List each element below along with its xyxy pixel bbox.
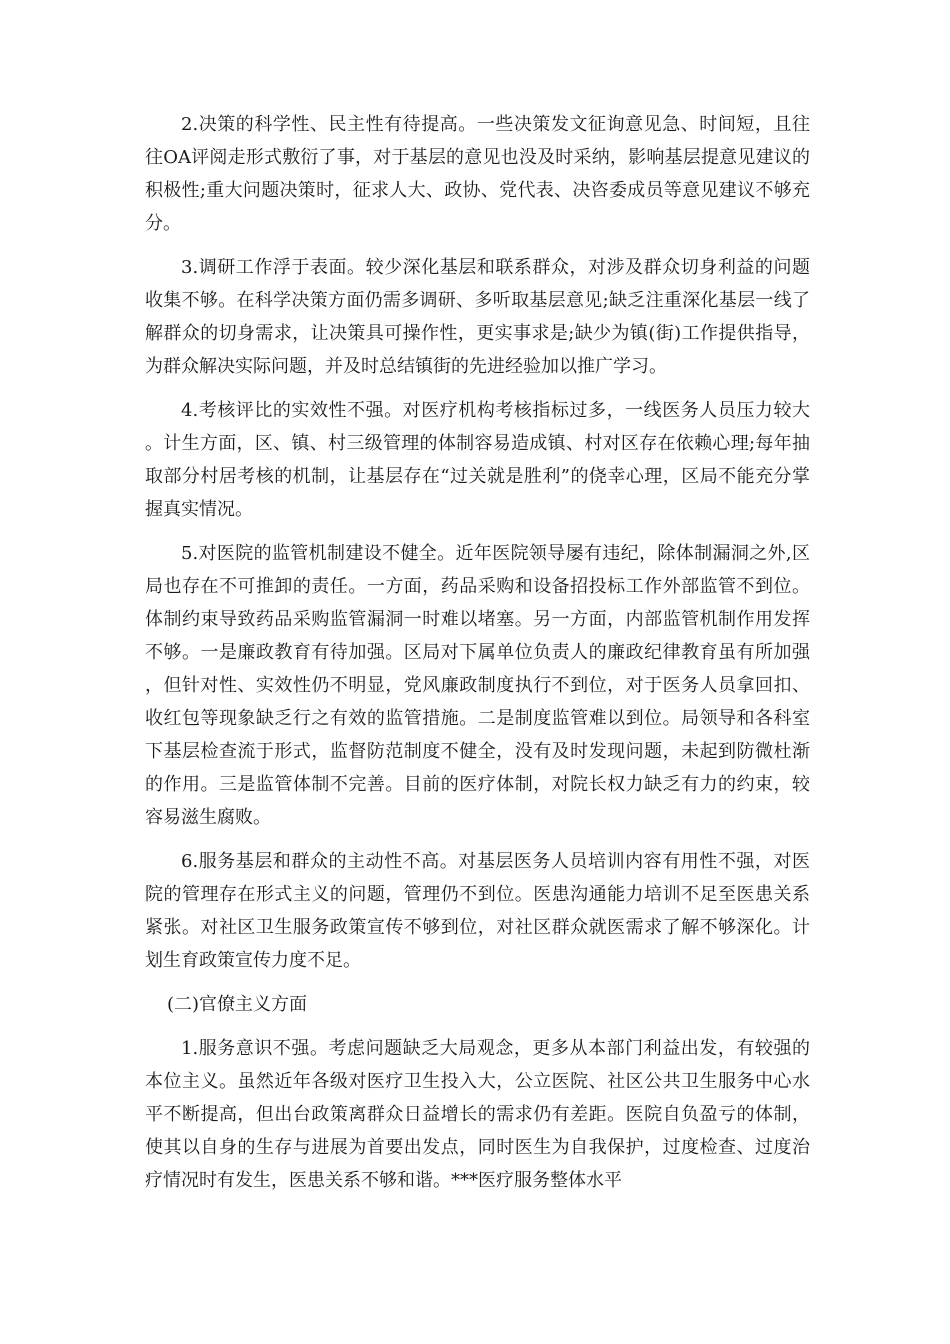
paragraph-service-initiative: 6.服务基层和群众的主动性不高。对基层医务人员培训内容有用性不强，对医院的管理存在形式主义的问题，管理仍不到位。医患沟通能力培训不足至医患关系紧张。对社区卫生服务政策宣传不够到位，对社区群众就医需求了解不够深化。计划生育政策宣传力度不足。 [145,851,810,971]
paragraph-research-work: 3.调研工作浮于表面。较少深化基层和联系群众，对涉及群众切身利益的问题收集不够。在科学决策方面仍需多调研、多听取基层意见;缺乏注重深化基层一线了解群众的切身需求，让决策具可操作性，更实事求是;缺少为镇(街)工作提供指导，为群众解决实际问题，并及时总结镇街的先进经验加以推广学习。 [145,257,810,377]
document-body [145,108,810,1208]
paragraph-decision-making: 2.决策的科学性、民主性有待提高。一些决策发文征询意见急、时间短，且往往OA评阅走形式敷衍了事，对于基层的意见也没及时采纳，影响基层提意见建议的积极性;重大问题决策时，征求人大、政协、党代表、决咨委成员等意见建议不够充分。 [145,114,810,234]
section-heading-bureaucratism: (二)官僚主义方面 [167,994,308,1015]
paragraph-service-awareness: 1.服务意识不强。考虑问题缺乏大局观念，更多从本部门利益出发，有较强的本位主义。虽然近年各级对医疗卫生投入大，公立医院、社区公共卫生服务中心水平不断提高，但出台政策离群众日益增长的需求仍有差距。医院自负盈亏的体制，使其以自身的生存与进展为首要出发点，同时医生为自我保护，过度检查、过度治疗情况时有发生，医患关系不够和谐。***医疗服务整体水平 [145,1038,810,1191]
paragraph-hospital-supervision: 5.对医院的监管机制建设不健全。近年医院领导屡有违纪，除体制漏洞之外,区局也存在不可推卸的责任。一方面，药品采购和设备招投标工作外部监管不到位。体制约束导致药品采购监管漏洞一时难以堵塞。另一方面，内部监管机制作用发挥不够。一是廉政教育有待加强。区局对下属单位负责人的廉政纪律教育虽有所加强，但针对性、实效性仍不明显，党风廉政制度执行不到位，对于医务人员拿回扣、收红包等现象缺乏行之有效的监管措施。二是制度监管难以到位。局领导和各科室下基层检查流于形式，监督防范制度不健全，没有及时发现问题，未起到防微杜渐的作用。三是监管体制不完善。目前的医疗体制，对院长权力缺乏有力的约束，较容易滋生腐败。 [145,543,810,828]
paragraph-assessment: 4.考核评比的实效性不强。对医疗机构考核指标过多，一线医务人员压力较大。计生方面，区、镇、村三级管理的体制容易造成镇、村对区存在依赖心理;每年抽取部分村居考核的机制，让基层存在“过关就是胜利”的侥幸心理，区局不能充分掌握真实情况。 [145,400,810,520]
